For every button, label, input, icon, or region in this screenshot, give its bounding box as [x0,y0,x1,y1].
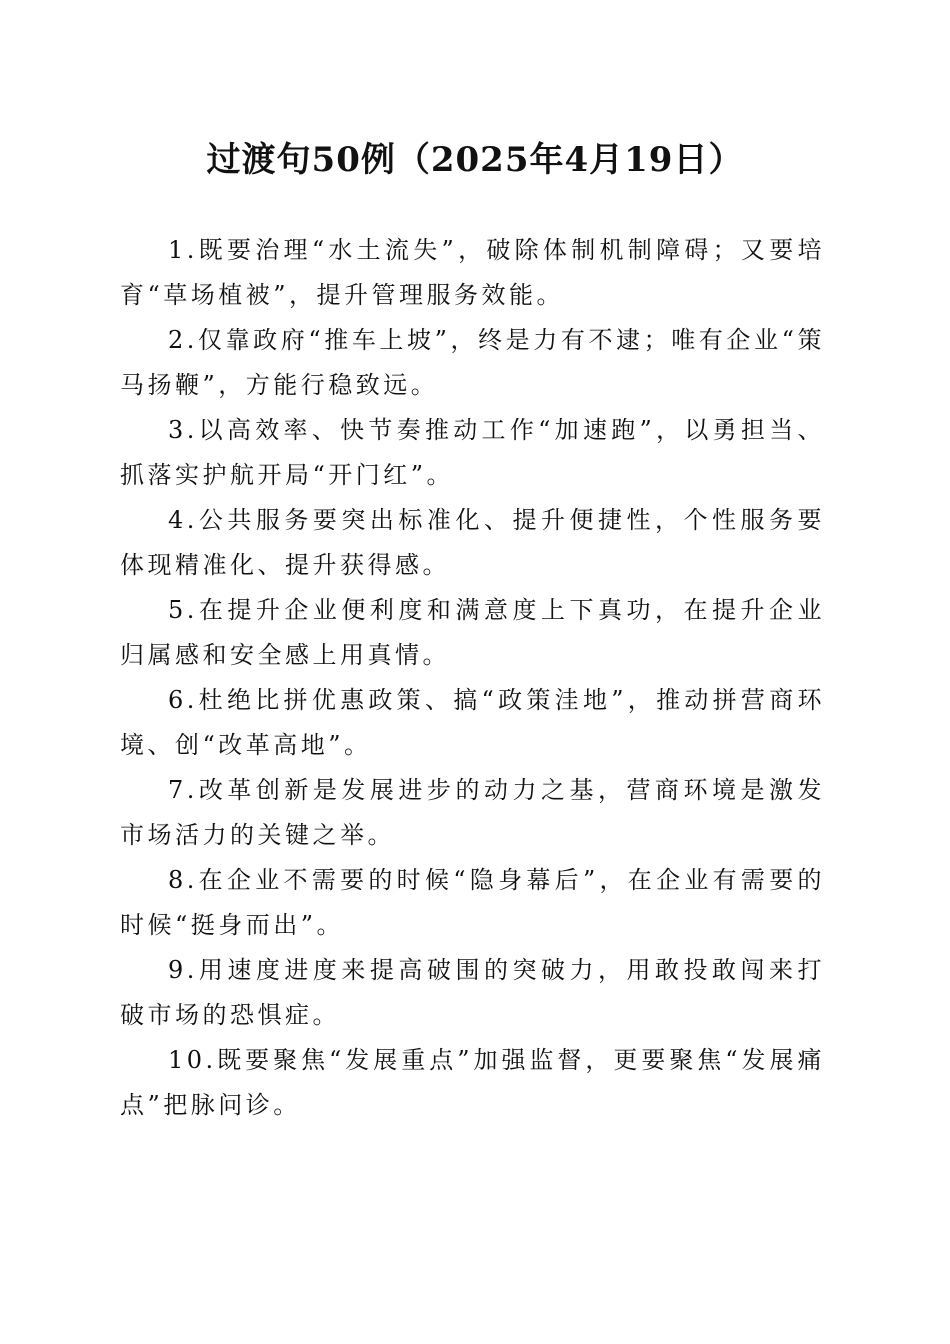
paragraph-item-3: 3.以高效率、快节奏推动工作“加速跑”，以勇担当、抓落实护航开局“开门红”。 [120,416,825,489]
paragraph-item-2: 2.仅靠政府“推车上坡”，终是力有不逮；唯有企业“策马扬鞭”，方能行稳致远。 [120,326,825,399]
paragraph-item-10: 10.既要聚焦“发展重点”加强监督，更要聚焦“发展痛点”把脉问诊。 [120,1046,825,1119]
document-body [120,228,825,1128]
paragraph-item-5: 5.在提升企业便利度和满意度上下真功，在提升企业归属感和安全感上用真情。 [120,596,825,669]
paragraph-item-8: 8.在企业不需要的时候“隐身幕后”，在企业有需要的时候“挺身而出”。 [120,866,825,939]
paragraph-item-4: 4.公共服务要突出标准化、提升便捷性，个性服务要体现精准化、提升获得感。 [120,506,825,579]
paragraph-item-1: 1.既要治理“水土流失”，破除体制机制障碍；又要培育“草场植被”，提升管理服务效能。 [120,236,825,309]
paragraph-item-7: 7.改革创新是发展进步的动力之基，营商环境是激发市场活力的关键之举。 [120,776,825,849]
paragraph-item-6: 6.杜绝比拼优惠政策、搞“政策洼地”，推动拼营商环境、创“改革高地”。 [120,686,825,759]
document-title: 过渡句50例（2025年4月19日） [206,140,744,180]
paragraph-item-9: 9.用速度进度来提高破围的突破力，用敢投敢闯来打破市场的恐惧症。 [120,956,825,1029]
